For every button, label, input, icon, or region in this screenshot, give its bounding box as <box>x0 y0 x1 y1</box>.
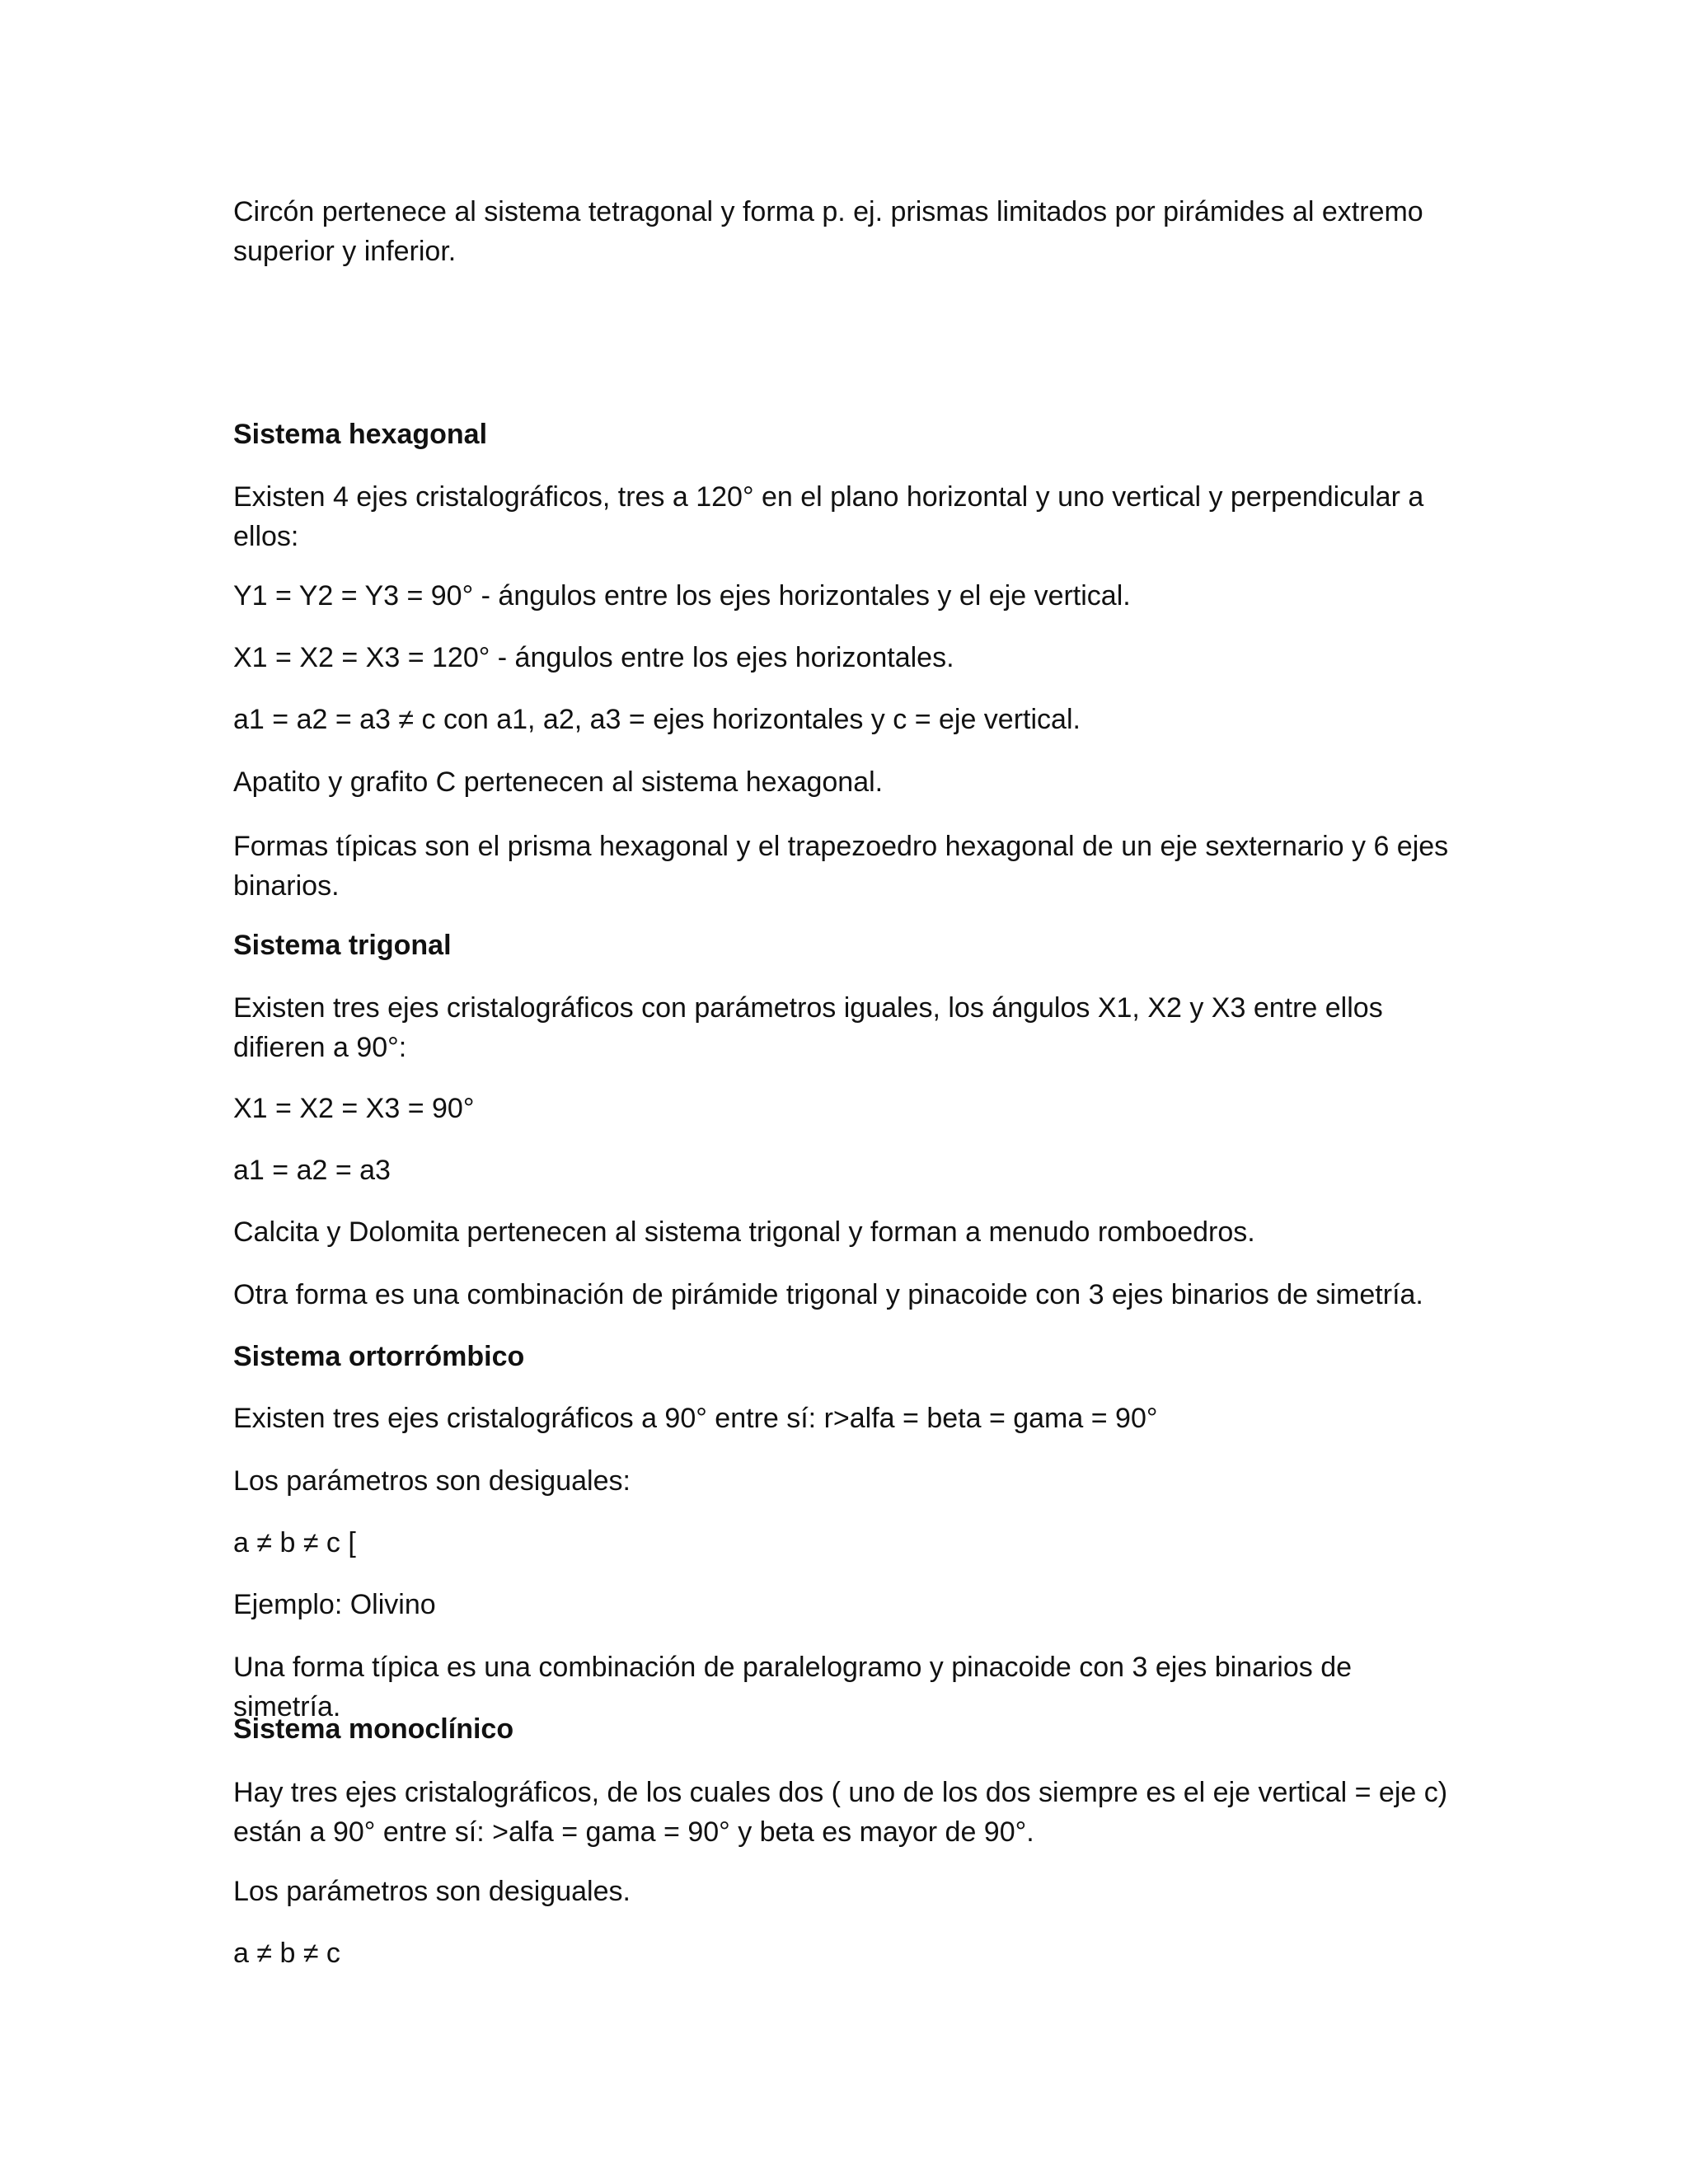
heading-monoclinico: Sistema monoclínico <box>233 1713 514 1745</box>
intro-paragraph: Circón pertenece al sistema tetragonal y forma p. ej. prismas limitados por pirámides al extremo superior y inferior. <box>233 196 1423 267</box>
hexagonal-paragraph-5: Apatito y grafito C pertenecen al sistema hexagonal. <box>233 766 884 798</box>
trigonal-paragraph-3: a1 = a2 = a3 <box>233 1155 391 1186</box>
monoclinico-paragraph-1: Hay tres ejes cristalográficos, de los cuales dos ( uno de los dos siempre es el eje vertical = eje c) están a 90° entre sí: >alfa = gama = 90° y beta es mayor de 90°. <box>233 1777 1448 1848</box>
trigonal-paragraph-4: Calcita y Dolomita pertenecen al sistema trigonal y forman a menudo romboedros. <box>233 1216 1255 1248</box>
trigonal-paragraph-5: Otra forma es una combinación de pirámide trigonal y pinacoide con 3 ejes binarios de simetría. <box>233 1279 1423 1310</box>
ortorrombico-paragraph-1: Existen tres ejes cristalográficos a 90° entre sí: r>alfa = beta = gama = 90° <box>233 1403 1158 1434</box>
ortorrombico-paragraph-4: Ejemplo: Olivino <box>233 1589 436 1620</box>
hexagonal-paragraph-4: a1 = a2 = a3 ≠ c con a1, a2, a3 = ejes horizontales y c = eje vertical. <box>233 704 1081 735</box>
hexagonal-paragraph-2: Y1 = Y2 = Y3 = 90° - ángulos entre los ejes horizontales y el eje vertical. <box>233 580 1131 612</box>
heading-ortorrombico: Sistema ortorrómbico <box>233 1341 525 1372</box>
document-page <box>233 0 1453 2184</box>
ortorrombico-paragraph-2: Los parámetros son desiguales: <box>233 1465 631 1497</box>
monoclinico-paragraph-3: a ≠ b ≠ c <box>233 1938 340 1969</box>
heading-trigonal: Sistema trigonal <box>233 930 452 961</box>
ortorrombico-paragraph-3: a ≠ b ≠ c [ <box>233 1527 356 1558</box>
trigonal-paragraph-1: Existen tres ejes cristalográficos con parámetros iguales, los ángulos X1, X2 y X3 entre ellos difieren a 90°: <box>233 992 1383 1063</box>
monoclinico-paragraph-2: Los parámetros son desiguales. <box>233 1876 631 1907</box>
trigonal-paragraph-2: X1 = X2 = X3 = 90° <box>233 1093 475 1124</box>
hexagonal-paragraph-6: Formas típicas son el prisma hexagonal y el trapezoedro hexagonal de un eje sexternario y 6 ejes binarios. <box>233 831 1449 902</box>
ortorrombico-paragraph-5: Una forma típica es una combinación de paralelogramo y pinacoide con 3 ejes binarios de simetría. <box>233 1652 1353 1722</box>
hexagonal-paragraph-3: X1 = X2 = X3 = 120° - ángulos entre los ejes horizontales. <box>233 642 954 673</box>
heading-hexagonal: Sistema hexagonal <box>233 419 488 450</box>
hexagonal-paragraph-1: Existen 4 ejes cristalográficos, tres a 120° en el plano horizontal y uno vertical y perpendicular a ellos: <box>233 481 1424 552</box>
